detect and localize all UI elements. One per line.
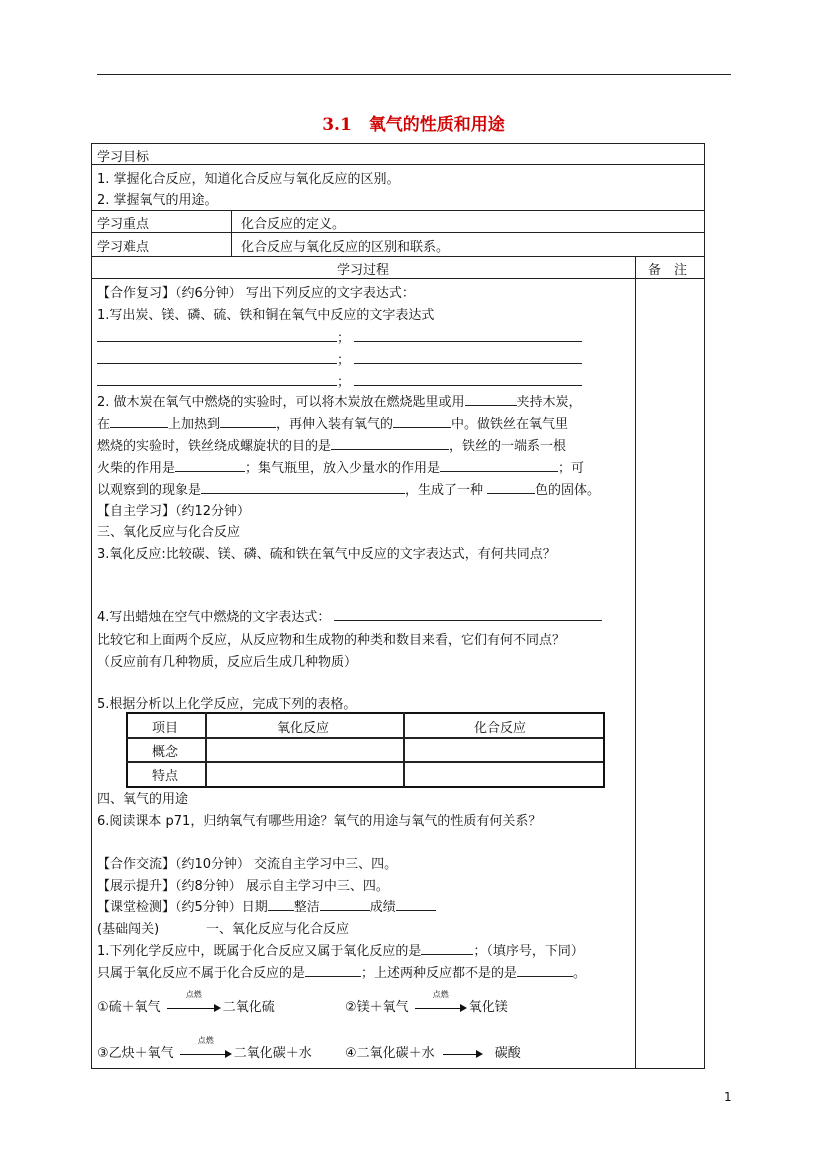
row-divider <box>91 232 704 233</box>
section-heading: 三、氧化反应与化合反应 <box>97 525 241 540</box>
table-header: 项目 <box>152 721 179 736</box>
table-header: 化合反应 <box>474 721 527 736</box>
review-q2-line: 火柴的作用是 ；集气瓶里，放入少量水的作用是 ；可 <box>97 461 585 476</box>
answer-blank[interactable] <box>517 964 573 977</box>
right-arrow-icon: 点燃 <box>180 1047 232 1061</box>
reaction-3: ③乙炔＋氧气 点燃 二氧化碳＋水 <box>97 1035 312 1061</box>
notes-header: 备 注 <box>648 263 688 278</box>
question: 6.阅读课本 p71，归纳氧气有哪些用途？氧气的用途与氧气的性质有何关系？ <box>97 814 542 829</box>
reaction-4: ④二氧化碳＋水 碳酸 <box>345 1046 521 1061</box>
answer-blank[interactable] <box>487 481 535 494</box>
row-divider <box>91 210 704 211</box>
key-point-label: 学习重点 <box>97 217 150 232</box>
answer-blank[interactable] <box>305 964 361 977</box>
answer-blank[interactable] <box>331 437 449 450</box>
col-divider <box>231 210 232 256</box>
test-heading: 【课堂检测】（约5分钟）日期 整洁 成绩 <box>97 896 436 915</box>
reaction-1: ①硫＋氧气 点燃 二氧化硫 <box>97 989 275 1015</box>
answer-blank[interactable] <box>354 373 582 386</box>
answer-blank[interactable] <box>440 459 558 472</box>
answer-blank[interactable] <box>97 373 337 386</box>
table-row-label: 概念 <box>152 745 179 760</box>
answer-blank[interactable] <box>465 393 517 406</box>
improve-heading: 【展示提升】（约8分钟） 展示自主学习中三、四。 <box>97 879 389 894</box>
table-cell-input[interactable] <box>207 764 402 784</box>
table-header: 氧化反应 <box>277 721 330 736</box>
answer-blank[interactable] <box>393 415 451 428</box>
goal-item: 1. 掌握化合反应，知道化合反应与氧化反应的区别。 <box>97 172 400 187</box>
row-divider <box>91 164 704 165</box>
row-divider <box>91 256 704 257</box>
basic-q1: 只属于氧化反应不属于化合反应的是 ；上述两种反应都不是的是 。 <box>97 966 587 981</box>
score-blank[interactable] <box>396 898 436 911</box>
difficulty-value: 化合反应与氧化反应的区别和联系。 <box>241 240 450 255</box>
answer-blank[interactable] <box>334 608 602 621</box>
process-header: 学习过程 <box>337 263 390 278</box>
header-rule <box>97 74 731 75</box>
right-arrow-icon <box>443 1047 483 1061</box>
review-q2-line: 燃烧的实验时，铁丝绕成螺旋状的目的是 ，铁丝的一端系一根 <box>97 439 567 454</box>
question: 3.氧化反应:比较碳、镁、磷、硫和铁在氧气中反应的文字表达式，有何共同点？ <box>97 547 556 562</box>
self-study-heading: 【自主学习】（约12分钟） <box>97 504 251 519</box>
question: 比较它和上面两个反应，从反应物和生成物的种类和数目来看，它们有何不同点？ <box>97 633 566 648</box>
table-cell-input[interactable] <box>207 740 402 760</box>
answer-line-row: ； <box>97 349 582 368</box>
question: 5.根据分析以上化学反应，完成下列的表格。 <box>97 697 357 712</box>
review-heading: 【合作复习】（约6分钟） 写出下列反应的文字表达式： <box>97 286 415 301</box>
right-arrow-icon: 点燃 <box>167 1001 221 1015</box>
answer-blank[interactable] <box>421 942 473 955</box>
row-divider <box>126 761 603 763</box>
answer-blank[interactable] <box>175 459 245 472</box>
page-number: 1 <box>724 1090 732 1104</box>
section-heading: 四、氧气的用途 <box>97 792 189 807</box>
key-point-value: 化合反应的定义。 <box>241 217 346 232</box>
table-row-label: 特点 <box>152 769 179 784</box>
goal-item: 2. 掌握氧气的用途。 <box>97 193 218 208</box>
answer-blank[interactable] <box>97 329 337 342</box>
answer-blank[interactable] <box>201 481 405 494</box>
answer-blank[interactable] <box>220 415 276 428</box>
difficulty-label: 学习难点 <box>97 240 150 255</box>
table-cell-input[interactable] <box>405 740 600 760</box>
row-divider <box>91 278 704 279</box>
answer-blank[interactable] <box>97 351 337 364</box>
review-q2-line: 以观察到的现象是 ，生成了一种 色的固体。 <box>97 483 601 498</box>
right-arrow-icon: 点燃 <box>415 1001 467 1015</box>
reaction-2: ②镁＋氧气 点燃 氧化镁 <box>345 989 508 1015</box>
date-blank[interactable] <box>268 898 294 911</box>
row-divider <box>126 737 603 739</box>
page-title: 3.1 氧气的性质和用途 <box>322 115 505 135</box>
review-q1: 1.写出炭、镁、磷、硫、铁和铜在氧气中反应的文字表达式 <box>97 308 435 323</box>
answer-blank[interactable] <box>354 329 582 342</box>
table-cell-input[interactable] <box>405 764 600 784</box>
review-q2-line: 在 上加热到 ，再伸入装有氧气的 中。做铁丝在氧气里 <box>97 417 569 432</box>
question: 4.写出蜡烛在空气中燃烧的文字表达式： <box>97 606 602 625</box>
question-hint: （反应前有几种物质，反应后生成几种物质） <box>97 655 358 670</box>
goals-header: 学习目标 <box>97 150 150 165</box>
basic-section: 一、氧化反应与化合反应 <box>206 922 350 937</box>
review-q2-line: 2. 做木炭在氧气中燃烧的实验时，可以将木炭放在燃烧匙里或用 夹持木炭， <box>97 395 582 410</box>
answer-line-row: ； <box>97 371 582 390</box>
answer-blank[interactable] <box>110 415 168 428</box>
neatness-blank[interactable] <box>320 898 370 911</box>
exchange-heading: 【合作交流】（约10分钟） 交流自主学习中三、四。 <box>97 857 398 872</box>
basic-label: (基础闯关) <box>97 922 160 937</box>
answer-blank[interactable] <box>354 351 582 364</box>
answer-line-row: ； <box>97 327 582 346</box>
basic-q1: 1.下列化学反应中，既属于化合反应又属于氧化反应的是 ；（填序号，下同） <box>97 944 584 959</box>
